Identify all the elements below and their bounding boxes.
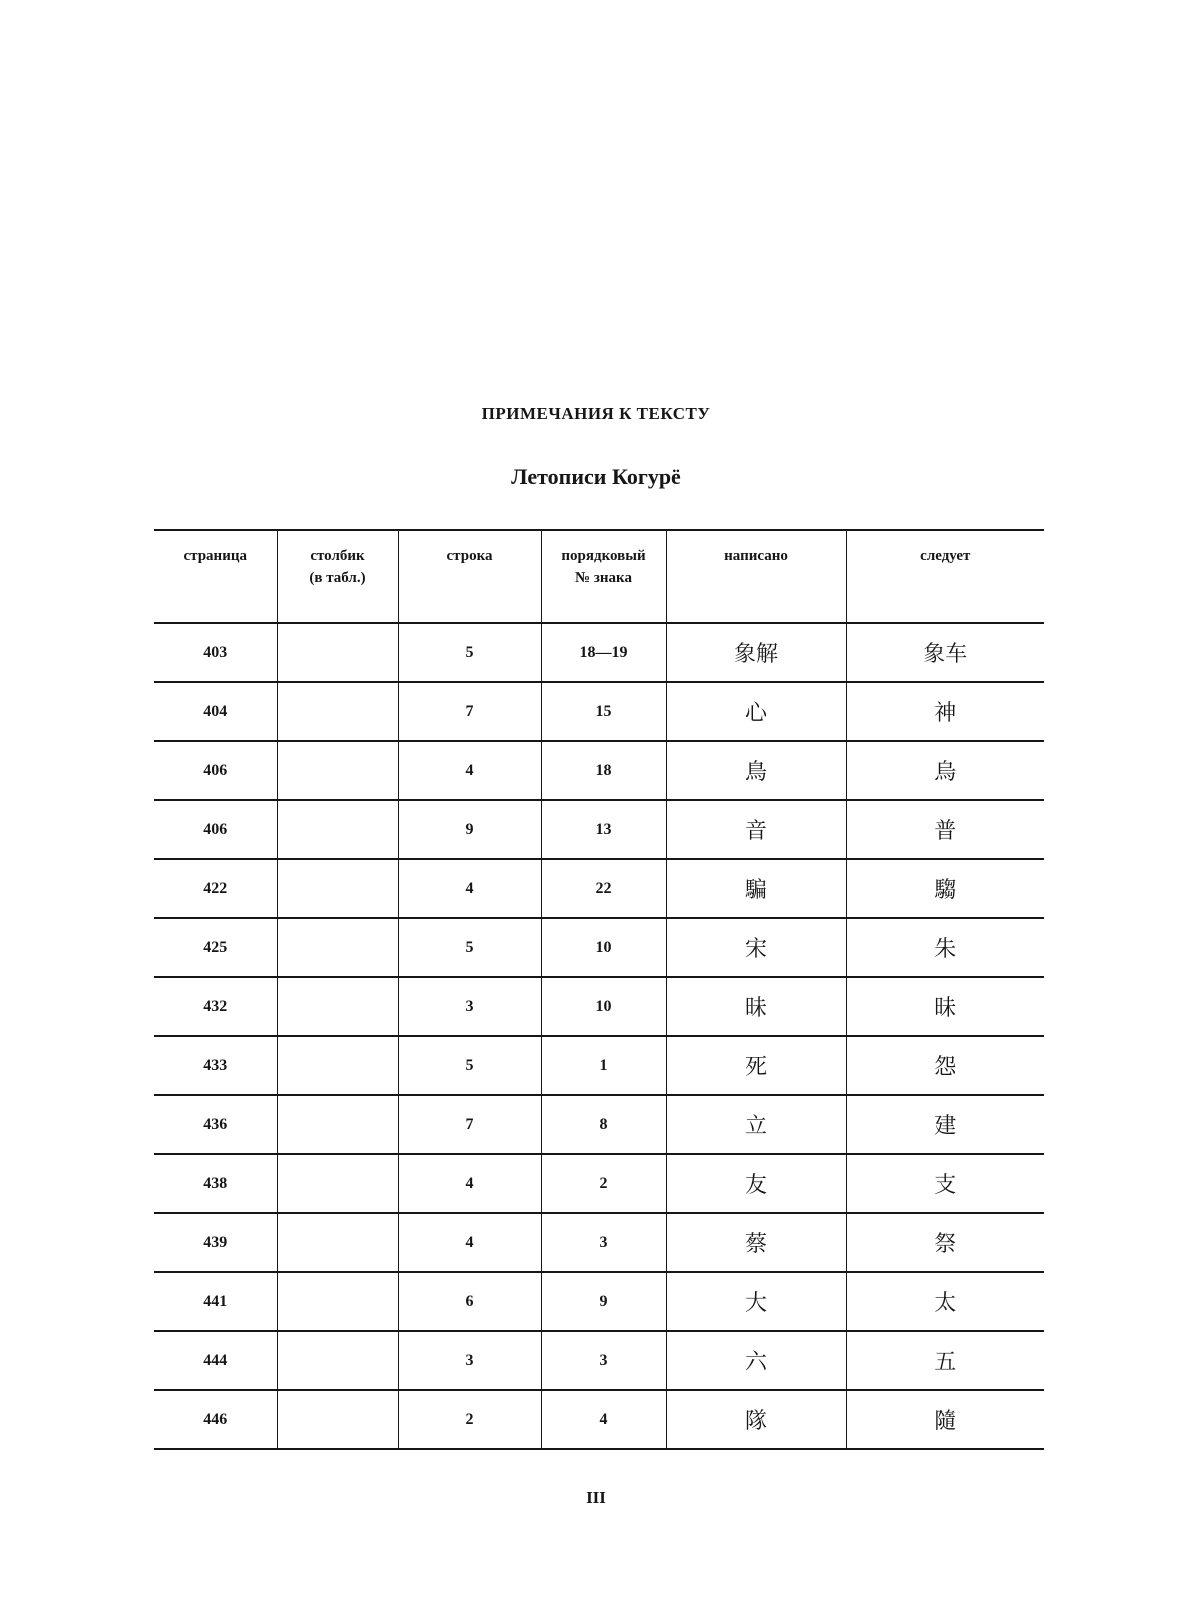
column-header-written: [666, 530, 846, 623]
table-row: [154, 1036, 1044, 1095]
cell-should-be: 祭: [846, 1213, 1044, 1272]
page-number: III: [586, 1488, 606, 1507]
cell-column: [277, 682, 398, 741]
table-row: [154, 859, 1044, 918]
cell-page: 433: [154, 1036, 277, 1095]
cell-should-be: 神: [846, 682, 1044, 741]
cell-line: 3: [398, 977, 541, 1036]
column-header-line: написано: [724, 548, 788, 564]
table-row: [154, 918, 1044, 977]
cell-page: 406: [154, 800, 277, 859]
cell-written: 昧: [666, 977, 846, 1036]
column-header-column: [277, 530, 398, 623]
cell-line: 4: [398, 1154, 541, 1213]
cell-should-be: 昧: [846, 977, 1044, 1036]
cell-char-index: 10: [541, 918, 666, 977]
cell-should-be: 騶: [846, 859, 1044, 918]
cell-page: 438: [154, 1154, 277, 1213]
cell-should-be: 象车: [846, 623, 1044, 682]
cell-should-be: 支: [846, 1154, 1044, 1213]
cell-page: 436: [154, 1095, 277, 1154]
cell-written: 音: [666, 800, 846, 859]
table-row: [154, 1390, 1044, 1449]
cell-column: [277, 1154, 398, 1213]
cell-page: 425: [154, 918, 277, 977]
table-row: [154, 1095, 1044, 1154]
table-row: [154, 1331, 1044, 1390]
cell-written: 死: [666, 1036, 846, 1095]
cell-page: 406: [154, 741, 277, 800]
cell-column: [277, 741, 398, 800]
cell-char-index: 3: [541, 1213, 666, 1272]
cell-column: [277, 977, 398, 1036]
cell-page: 446: [154, 1390, 277, 1449]
table-header-row: [154, 530, 1044, 623]
cell-line: 3: [398, 1331, 541, 1390]
cell-line: 7: [398, 682, 541, 741]
cell-written: 象解: [666, 623, 846, 682]
cell-column: [277, 1213, 398, 1272]
cell-column: [277, 623, 398, 682]
cell-should-be: 普: [846, 800, 1044, 859]
cell-page: 404: [154, 682, 277, 741]
cell-line: 6: [398, 1272, 541, 1331]
column-header-char-index: [541, 530, 666, 623]
cell-char-index: 4: [541, 1390, 666, 1449]
column-header-line-number: [398, 530, 541, 623]
cell-written: 宋: [666, 918, 846, 977]
corrections-table: [154, 529, 1044, 1450]
cell-should-be: 烏: [846, 741, 1044, 800]
cell-line: 5: [398, 623, 541, 682]
cell-line: 4: [398, 859, 541, 918]
cell-written: 心: [666, 682, 846, 741]
cell-page: 444: [154, 1331, 277, 1390]
cell-page: 441: [154, 1272, 277, 1331]
cell-line: 4: [398, 1213, 541, 1272]
cell-column: [277, 1036, 398, 1095]
cell-column: [277, 1095, 398, 1154]
cell-column: [277, 800, 398, 859]
cell-char-index: 22: [541, 859, 666, 918]
cell-char-index: 10: [541, 977, 666, 1036]
cell-written: 鳥: [666, 741, 846, 800]
cell-line: 5: [398, 1036, 541, 1095]
cell-should-be: 隨: [846, 1390, 1044, 1449]
column-header-line: столбик: [310, 548, 365, 564]
column-header-line: страница: [183, 548, 247, 564]
cell-should-be: 五: [846, 1331, 1044, 1390]
cell-char-index: 13: [541, 800, 666, 859]
cell-written: 六: [666, 1331, 846, 1390]
cell-written: 蔡: [666, 1213, 846, 1272]
table-row: [154, 1154, 1044, 1213]
page-heading: ПРИМЕЧАНИЯ К ТЕКСТУ: [481, 404, 711, 423]
cell-line: 4: [398, 741, 541, 800]
column-header-page: [154, 530, 277, 623]
column-header-line: строка: [446, 548, 493, 564]
cell-char-index: 18—19: [541, 623, 666, 682]
cell-should-be: 建: [846, 1095, 1044, 1154]
table-body: [154, 623, 1044, 1449]
cell-page: 432: [154, 977, 277, 1036]
cell-column: [277, 859, 398, 918]
cell-page: 439: [154, 1213, 277, 1272]
column-header-line: следует: [920, 548, 971, 564]
cell-should-be: 太: [846, 1272, 1044, 1331]
cell-column: [277, 1272, 398, 1331]
table-row: [154, 682, 1044, 741]
cell-column: [277, 1331, 398, 1390]
table-row: [154, 623, 1044, 682]
cell-char-index: 2: [541, 1154, 666, 1213]
table-row: [154, 1272, 1044, 1331]
column-header-line: порядковый: [561, 548, 646, 564]
column-header-should-be: [846, 530, 1044, 623]
cell-line: 5: [398, 918, 541, 977]
cell-written: 騙: [666, 859, 846, 918]
cell-column: [277, 918, 398, 977]
cell-char-index: 8: [541, 1095, 666, 1154]
table-row: [154, 977, 1044, 1036]
cell-char-index: 18: [541, 741, 666, 800]
section-title: Летописи Когурё: [511, 464, 681, 489]
cell-line: 7: [398, 1095, 541, 1154]
cell-char-index: 3: [541, 1331, 666, 1390]
cell-char-index: 9: [541, 1272, 666, 1331]
cell-line: 2: [398, 1390, 541, 1449]
cell-written: 友: [666, 1154, 846, 1213]
column-header-line: (в табл.): [309, 570, 366, 586]
cell-page: 422: [154, 859, 277, 918]
cell-page: 403: [154, 623, 277, 682]
cell-column: [277, 1390, 398, 1449]
cell-should-be: 怨: [846, 1036, 1044, 1095]
cell-should-be: 朱: [846, 918, 1044, 977]
cell-written: 立: [666, 1095, 846, 1154]
column-header-line: № знака: [575, 570, 632, 586]
table-row: [154, 800, 1044, 859]
cell-written: 大: [666, 1272, 846, 1331]
cell-written: 隊: [666, 1390, 846, 1449]
table-row: [154, 1213, 1044, 1272]
table-row: [154, 741, 1044, 800]
cell-line: 9: [398, 800, 541, 859]
cell-char-index: 1: [541, 1036, 666, 1095]
cell-char-index: 15: [541, 682, 666, 741]
